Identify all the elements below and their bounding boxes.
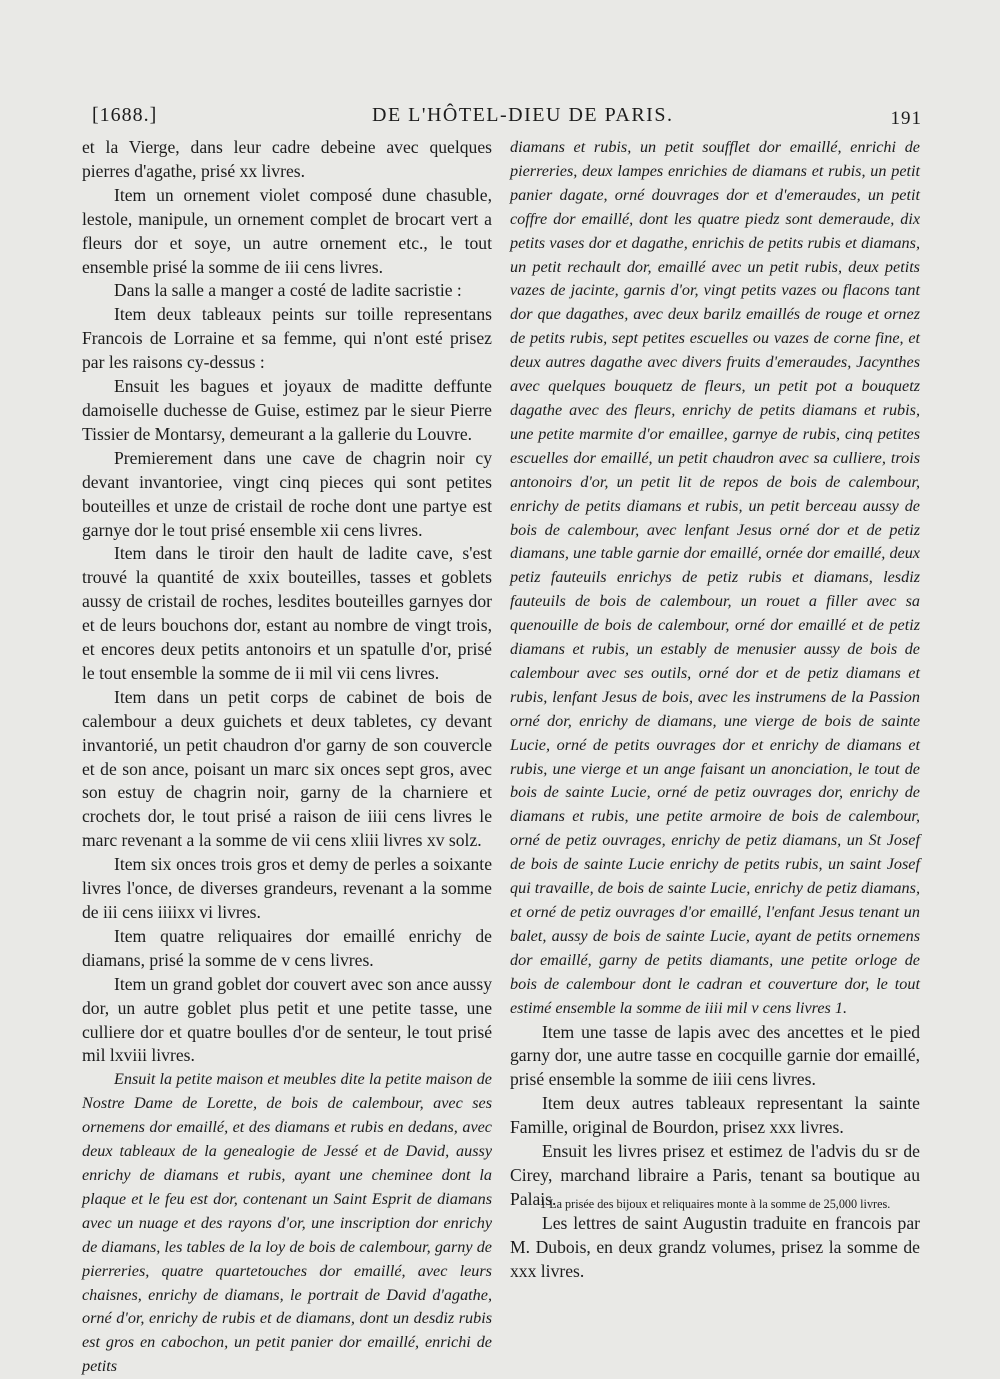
paragraph: Ensuit les bagues et joyaux de maditte deffunte damoiselle duchesse de Guise, estimez par le sieur Pierre Tissier de Montarsy, demeurant a la gallerie du Louvre. bbox=[82, 376, 492, 444]
right-column bbox=[510, 136, 920, 1284]
paragraph: et la Vierge, dans leur cadre debeine avec quelques pierres d'agathe, prisé xx livres. bbox=[82, 137, 492, 181]
footnote: 1 La prisée des bijoux et reliquaires monte à la somme de 25,000 livres. bbox=[540, 1197, 891, 1211]
paragraph: Item une tasse de lapis avec des ancettes et le pied garny dor, une autre tasse en cocquille garnie dor emaillé, prisé ensemble la somme de iiii cens livres. bbox=[510, 1021, 920, 1090]
paragraph: Item quatre reliquaires dor emaillé enrichy de diamans, prisé la somme de v cens livres. bbox=[82, 925, 492, 970]
paragraph: Item six onces trois gros et demy de perles a soixante livres l'once, de diverses grandeurs, revenant a la somme de iii cens iiiixx vi livres. bbox=[82, 854, 492, 922]
paragraph: diamans et rubis, un petit soufflet dor emaillé, enrichi de pierreries, deux lampes enrichies de diamans et rubis, un petit panier dagate, orné douvrages dor et d'emeraudes, un petit coffre dor emaillé, dont les quatre piedz sont demeraude, dix petits vases dor et dagathe, enrichis de petits rubis et diamans, un petit rechault dor, emaillé avec un petit rubis, deux petits vazes de jacinte, garnis d'or, vingt petits vazes ou flacons tant dor que dagathes, avec deux barilz emaillés de rouge et ornez de petits rubis, sept petites escuelles ou vazes de corne fine, et deux autres dagathe avec divers fruits d'emeraudes, Jacynthes avec quelques bouquetz de fleurs, un petit pot a bouquetz dagathe avec des fleurs, enrichy de petits diamans et rubis, une petite marmite d'or emaillee, garnye de rubis, cinq petites escuelles dor emaillé, un petit chaudron avec sa culliere, trois antonoirs d'or, un petit lit de repos de bois de calembour, enrichy de petits diamans et rubis, un petit berceau aussy de bois de calembour, avec lenfant Jesus orné dor et de petiz diamans, une table garnie dor emaillé, ornée dor emaillé, deux petiz fauteuils enrichys de petiz rubis et diamans, lesdiz fauteuils de bois de calembour, un rouet a filler avec sa quenouille de bois de calembour, orné dor emaillé et de petiz diamans et rubis, un estably de menusier aussy de bois de calembour avec ses outils, orné dor et de petiz diamans et rubis, lenfant Jesus de bois, avec les instrumens de la Passion orné dor, enrichy de diamans, une vierge de bois de sainte Lucie, orné de petits ouvrages dor et enrichy de diamans et rubis, une vierge et un ange faisant un anonciation, le tout de bois de sainte Lucie, orné de petiz ouvrages dor, enrichy de diamans et rubis, une petite armoire de bois de calembour, orné de petiz ouvrages, enrichy de petiz diamans, un St Josef de bois de sainte Lucie enrichy de petits rubis, un saint Josef qui travaille, de bois de sainte Lucie, enrichy de petiz diamans, et orné de petiz ouvrages d'or emaillé, l'enfant Jesus tenant un balet, aussy de bois de sainte Lucie, ayant de petits ornemens dor emaillé, garny de petits diamants, une petite orloge de bois de calembour dont le cadran et couverture dor, le tout estimé ensemble la somme de iiii mil v cens livres 1. bbox=[510, 138, 920, 1017]
paragraph: Les lettres de saint Augustin traduite en francois par M. Dubois, en deux grandz volumes, prisez la somme de xxx livres. bbox=[510, 1212, 920, 1281]
paragraph: Item un grand goblet dor couvert avec son ance aussy dor, un autre goblet plus petit et une petite tasse, une culliere dor et quatre boulles d'or de senteur, le tout prisé mil lxviii livres. bbox=[82, 973, 492, 1066]
left-column bbox=[82, 136, 492, 1379]
paragraph: Item deux autres tableaux representant la sainte Famille, original de Bourdon, prisez xxx livres. bbox=[510, 1093, 920, 1138]
paragraph: Premierement dans une cave de chagrin noir cy devant invantoriee, vingt cinq pieces qui sont petites bouteilles et unze de cristail de roche dont une partye est garnye dor le tout prisé ensemble xii cens livres. bbox=[82, 447, 492, 540]
paragraph: Item un ornement violet composé dune chasuble, lestole, manipule, un ornement complet de brocart vert a fleurs dor et soye, un autre ornement etc., le tout ensemble prisé la somme de iii cens livres. bbox=[82, 184, 492, 277]
running-header bbox=[92, 104, 922, 136]
paragraph: Dans la salle a manger a costé de ladite sacristie : bbox=[114, 280, 462, 301]
page-number: 191 bbox=[890, 108, 922, 129]
paragraph: Ensuit la petite maison et meubles dite la petite maison de Nostre Dame de Lorette, de bois de calembour, avec ses ornemens dor emaillé, et des diamans et rubis en dedans, avec deux tableaux de la genealogie de Jessé et de David, aussy enrichy de diamans et rubis, ayant une cheminee dont la plaque et le feu est dor, contenant un Saint Esprit de diamans avec un nuage et des rayons d'or, une inscription dor enrichy de diamans, les tables de la loy de bois de calembour, garny de pierreries, quatre quartetouches dor emaillé, avec leurs chaisnes, enrichy de diamans, le portrait de David d'agathe, orné d'or, enrichy de rubis et de diamans, dont un desdiz rubis est gros en cabochon, un petit panier dor emaillé, enrichi de petits bbox=[82, 1070, 492, 1376]
paragraph: Item deux tableaux peints sur toille representans Francois de Lorraine et sa femme, qui n'ont esté prisez par les raisons cy-dessus : bbox=[82, 304, 492, 373]
header-year: [1688.] bbox=[92, 104, 158, 126]
header-title: DE L'HÔTEL-DIEU DE PARIS. bbox=[372, 104, 674, 126]
paragraph: Item dans un petit corps de cabinet de bois de calembour a deux guichets et deux tabletes, cy devant invantorié, un petit chaudron d'or garny de son couvercle et de son ance, poisant un marc six onces sept gros, avec son estuy de chagrin noir, garny de la charniere et crochets dor, le tout prisé a raison de iiii cens livres le marc revenant a la somme de vii cens xliii livres xv solz. bbox=[82, 686, 492, 851]
paragraph: Item dans le tiroir den hault de ladite cave, s'est trouvé la quantité de xxix bouteilles, tasses et goblets aussy de cristail de roches, lesdites bouteilles garnyes dor et de leurs bouchons dor, estant au nombre de vingt trois, et encores deux petits antonoirs et un spatulle d'or, prisé le tout ensemble la somme de ii mil vii cens livres. bbox=[82, 543, 492, 683]
paragraph: Ensuit les livres prisez et estimez de l'advis du sr de Cirey, marchand libraire a Paris, tenant sa boutique au Palais. bbox=[510, 1141, 920, 1209]
